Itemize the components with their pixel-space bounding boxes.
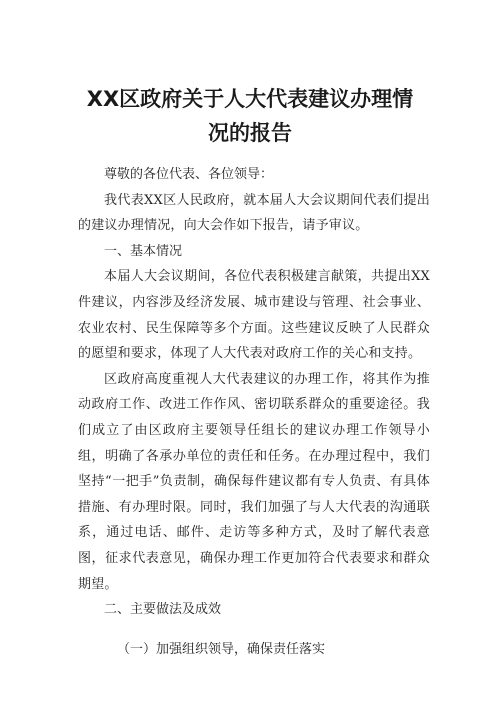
document-body — [78, 162, 430, 662]
section-2-subheading-1: （一）加强组织领导，确保责任落实 — [117, 641, 326, 657]
section-1-paragraph-2: 区政府高度重视人大代表建议的办理工作，将其作为推动政府工作、改进工作作风、密切联系群众的重要途径。我们成立了由区政府主要领导任组长的建议办理工作领导小组，明确了各承办单位的责任和任务。在办理过程中，我们坚持“一把手”负责制，确保每件建议都有专人负责、有具体措施、有办理时限。同时，我们加强了与人大代表的沟通联系，通过电话、邮件、走访等多种方式，及时了解代表意图，征求代表意见，确保办理工作更加符合代表要求和群众期望。 — [78, 371, 430, 592]
document-title-line-1: XX区政府关于人大代表建议办理情 — [86, 87, 414, 111]
intro-paragraph: 我代表XX区人民政府，就本届人大会议期间代表们提出的建议办理情况，向大会作如下报告，请予审议。 — [78, 192, 430, 234]
section-1-heading: 一、基本情况 — [104, 243, 183, 259]
greeting: 尊敬的各位代表、各位领导： — [104, 167, 274, 182]
section-2-heading: 二、主要做法及成效 — [104, 602, 222, 618]
document-title-line-2: 况的报告 — [208, 121, 292, 145]
section-1-paragraph-1: 本届人大会议期间，各位代表积极建言献策，共提出XX件建议，内容涉及经济发展、城市建设与管理、社会事业、农业农村、民生保障等多个方面。这些建议反映了人民群众的愿望和要求，体现了人大代表对政府工作的关心和支持。 — [78, 269, 430, 362]
